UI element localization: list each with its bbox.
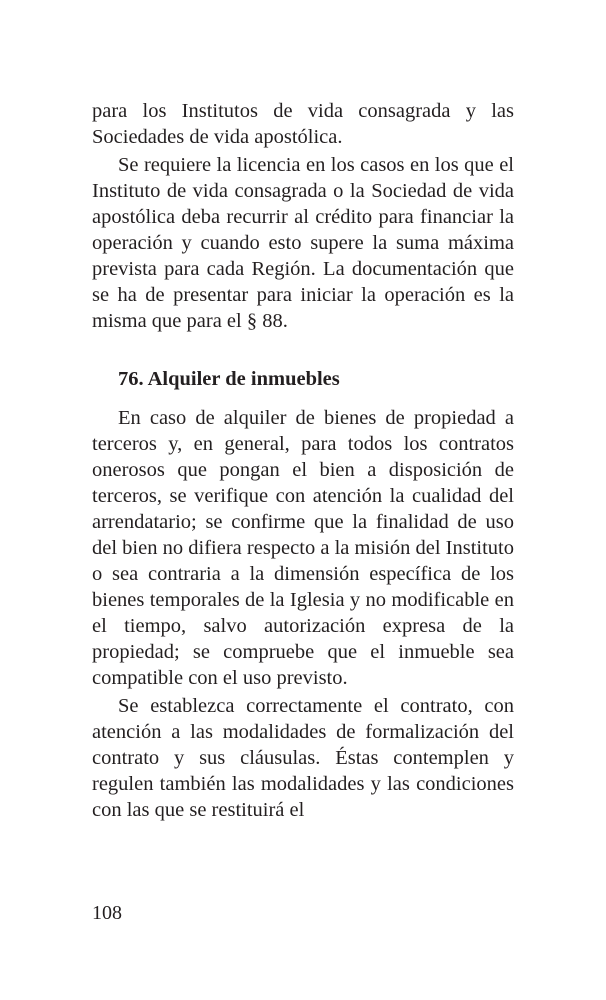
paragraph-property-rental: En caso de alquiler de bienes de propiedad a terceros y, en general, para todos los contratos onerosos que pongan el bien a disposición de terceros, se verifique con atención la cualidad del arrendatario; se confirme que la finalidad de uso del bien no difiera respecto a la misión del Instituto o sea contraria a la dimensión específica de los bienes temporales de la Iglesia y no modificable en el tiempo, salvo autorización expresa de la propiedad; se compruebe que el inmueble sea compatible con el uso previsto. xyxy=(92,407,514,689)
paragraph-contract-conditions: Se establezca correctamente el contrato, con atención a las modalidades de formalización del contrato y sus cláusulas. Éstas contemplen y regulen también las modalidades y las condiciones con las que se restituirá el xyxy=(92,695,514,821)
document-page xyxy=(92,98,514,823)
paragraph-license-requirement: Se requiere la licencia en los casos en los que el Instituto de vida consagrada o la Sociedad de vida apostólica deba recurrir al crédito para financiar la operación y cuando esto supere la suma máxima prevista para cada Región. La documentación que se ha de presentar para iniciar la operación es la misma que para el § 88. xyxy=(92,154,514,332)
section-heading: 76. Alquiler de inmuebles xyxy=(118,368,340,390)
page-number: 108 xyxy=(92,902,122,924)
paragraph-continuation: para los Institutos de vida consagrada y las Sociedades de vida apostólica. xyxy=(92,100,514,148)
